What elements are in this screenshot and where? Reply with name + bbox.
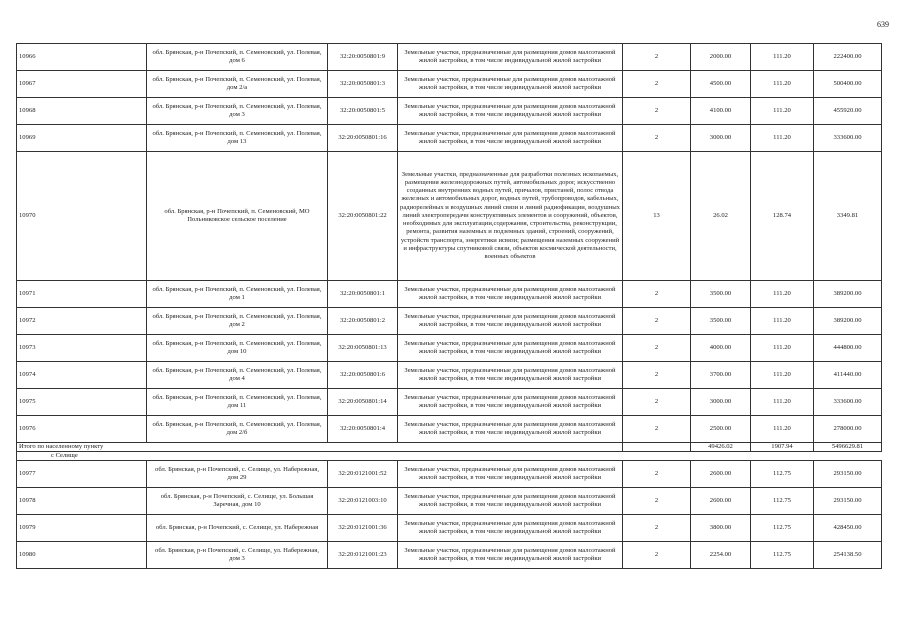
row-count: 2 — [623, 362, 691, 389]
page-number: 639 — [877, 20, 889, 29]
row-cadastral-value: 254138.50 — [814, 542, 882, 569]
row-id: 10978 — [17, 488, 147, 515]
row-cadastral-value: 389200.00 — [814, 308, 882, 335]
table-row — [17, 152, 882, 281]
row-count: 2 — [623, 515, 691, 542]
row-unit-value: 111.20 — [751, 71, 814, 98]
row-address: обл. Брянская, р-н Почепский, п. Семеновский, ул. Полевая, дом 4 — [147, 362, 328, 389]
row-land-use: Земельные участки, предназначенные для размещения домов малоэтажной жилой застройки, в том числе индивидуальной жилой застройки — [398, 71, 623, 98]
section-row — [17, 452, 882, 461]
row-id: 10966 — [17, 44, 147, 71]
row-cadastral-value: 389200.00 — [814, 281, 882, 308]
table-row — [17, 98, 882, 125]
table-row — [17, 515, 882, 542]
row-id: 10973 — [17, 335, 147, 362]
row-area: 3500.00 — [691, 281, 751, 308]
row-id: 10969 — [17, 125, 147, 152]
row-id: 10968 — [17, 98, 147, 125]
row-unit-value: 111.20 — [751, 335, 814, 362]
row-cadastral-value: 333600.00 — [814, 125, 882, 152]
row-land-use: Земельные участки, предназначенные для размещения домов малоэтажной жилой застройки, в том числе индивидуальной жилой застройки — [398, 44, 623, 71]
row-cadastral-number: 32:20:0050801:3 — [328, 71, 398, 98]
row-unit-value: 112.75 — [751, 515, 814, 542]
row-id: 10980 — [17, 542, 147, 569]
table-row — [17, 416, 882, 443]
row-count: 2 — [623, 281, 691, 308]
row-address: обл. Брянская, р-н Почепский, п. Семеновский, МО Польниковское сельское поселение — [147, 152, 328, 281]
row-unit-value: 111.20 — [751, 98, 814, 125]
total-label: Итого по населенному пункту — [17, 443, 623, 452]
table-row — [17, 488, 882, 515]
row-unit-value: 112.75 — [751, 542, 814, 569]
row-cadastral-number: 32:20:0050801:9 — [328, 44, 398, 71]
row-cadastral-value: 293150.00 — [814, 461, 882, 488]
row-count: 2 — [623, 44, 691, 71]
row-area: 3700.00 — [691, 362, 751, 389]
row-count: 2 — [623, 335, 691, 362]
row-address: обл. Брянская, р-н Почепский, с. Селище, ул. Большая Заречная, дом 10 — [147, 488, 328, 515]
table-row — [17, 44, 882, 71]
table-row — [17, 362, 882, 389]
row-count: 2 — [623, 461, 691, 488]
row-address: обл. Брянская, р-н Почепский, п. Семеновский, ул. Полевая, дом 11 — [147, 389, 328, 416]
row-address: обл. Брянская, р-н Почепский, п. Семеновский, ул. Полевая, дом 1 — [147, 281, 328, 308]
row-id: 10971 — [17, 281, 147, 308]
row-unit-value: 111.20 — [751, 416, 814, 443]
table-row — [17, 335, 882, 362]
row-unit-value: 111.20 — [751, 281, 814, 308]
row-cadastral-value: 3349.81 — [814, 152, 882, 281]
row-cadastral-number: 32:20:0121003:10 — [328, 488, 398, 515]
row-cadastral-number: 32:20:0121001:52 — [328, 461, 398, 488]
row-address: обл. Брянская, р-н Почепский, п. Семеновский, ул. Полевая, дом 10 — [147, 335, 328, 362]
row-count: 13 — [623, 152, 691, 281]
row-land-use: Земельные участки, предназначенные для размещения домов малоэтажной жилой застройки, в том числе индивидуальной жилой застройки — [398, 461, 623, 488]
row-id: 10975 — [17, 389, 147, 416]
row-unit-value: 111.20 — [751, 44, 814, 71]
row-land-use: Земельные участки, предназначенные для размещения домов малоэтажной жилой застройки, в том числе индивидуальной жилой застройки — [398, 515, 623, 542]
row-address: обл. Брянская, р-н Почепский, п. Семеновский, ул. Полевая, дом 13 — [147, 125, 328, 152]
row-id: 10976 — [17, 416, 147, 443]
row-area: 4500.00 — [691, 71, 751, 98]
row-unit-value: 111.20 — [751, 308, 814, 335]
row-count: 2 — [623, 71, 691, 98]
row-land-use: Земельные участки, предназначенные для размещения домов малоэтажной жилой застройки, в том числе индивидуальной жилой застройки — [398, 98, 623, 125]
total-count-cell — [623, 443, 691, 452]
row-address: обл. Брянская, р-н Почепский, п. Семеновский, ул. Полевая, дом 6 — [147, 44, 328, 71]
row-count: 2 — [623, 416, 691, 443]
row-cadastral-value: 222400.00 — [814, 44, 882, 71]
row-area: 2600.00 — [691, 488, 751, 515]
row-cadastral-value: 278000.00 — [814, 416, 882, 443]
row-area: 2500.00 — [691, 416, 751, 443]
row-unit-value: 112.75 — [751, 461, 814, 488]
row-address: обл. Брянская, р-н Почепский, п. Семеновский, ул. Полевая, дом 2/а — [147, 71, 328, 98]
row-cadastral-number: 32:20:0050801:22 — [328, 152, 398, 281]
row-cadastral-number: 32:20:0050801:1 — [328, 281, 398, 308]
row-area: 3000.00 — [691, 389, 751, 416]
total-row — [17, 443, 882, 452]
row-land-use: Земельные участки, предназначенные для размещения домов малоэтажной жилой застройки, в том числе индивидуальной жилой застройки — [398, 308, 623, 335]
table-row — [17, 461, 882, 488]
row-unit-value: 111.20 — [751, 389, 814, 416]
row-land-use: Земельные участки, предназначенные для размещения домов малоэтажной жилой застройки, в том числе индивидуальной жилой застройки — [398, 335, 623, 362]
row-cadastral-number: 32:20:0050801:2 — [328, 308, 398, 335]
row-address: обл. Брянская, р-н Почепский, п. Семеновский, ул. Полевая, дом 2/б — [147, 416, 328, 443]
row-address: обл. Брянская, р-н Почепский, п. Семеновский, ул. Полевая, дом 2 — [147, 308, 328, 335]
row-cadastral-number: 32:20:0121001:36 — [328, 515, 398, 542]
row-id: 10970 — [17, 152, 147, 281]
row-land-use: Земельные участки, предназначенные для размещения домов малоэтажной жилой застройки, в том числе индивидуальной жилой застройки — [398, 362, 623, 389]
row-id: 10972 — [17, 308, 147, 335]
row-cadastral-value: 444800.00 — [814, 335, 882, 362]
row-cadastral-value: 411440.00 — [814, 362, 882, 389]
row-cadastral-number: 32:20:0050801:4 — [328, 416, 398, 443]
row-area: 3500.00 — [691, 308, 751, 335]
total-value: 5496629.81 — [814, 443, 882, 452]
table-row — [17, 125, 882, 152]
row-cadastral-number: 32:20:0050801:5 — [328, 98, 398, 125]
row-cadastral-value: 333600.00 — [814, 389, 882, 416]
section-label: с Селище — [17, 452, 882, 461]
row-land-use: Земельные участки, предназначенные для размещения домов малоэтажной жилой застройки, в том числе индивидуальной жилой застройки — [398, 488, 623, 515]
row-area: 2600.00 — [691, 461, 751, 488]
row-address: обл. Брянская, р-н Почепский, с. Селище, ул. Набережная — [147, 515, 328, 542]
table-row — [17, 389, 882, 416]
row-id: 10979 — [17, 515, 147, 542]
row-id: 10967 — [17, 71, 147, 98]
row-area: 26.02 — [691, 152, 751, 281]
table-row — [17, 308, 882, 335]
row-area: 3000.00 — [691, 125, 751, 152]
row-unit-value: 111.20 — [751, 362, 814, 389]
row-area: 2000.00 — [691, 44, 751, 71]
row-area: 3800.00 — [691, 515, 751, 542]
row-count: 2 — [623, 98, 691, 125]
row-unit-value: 112.75 — [751, 488, 814, 515]
row-land-use: Земельные участки, предназначенные для размещения домов малоэтажной жилой застройки, в том числе индивидуальной жилой застройки — [398, 389, 623, 416]
row-land-use: Земельные участки, предназначенные для размещения домов малоэтажной жилой застройки, в том числе индивидуальной жилой застройки — [398, 542, 623, 569]
row-count: 2 — [623, 488, 691, 515]
row-id: 10977 — [17, 461, 147, 488]
total-area: 49426.02 — [691, 443, 751, 452]
row-unit-value: 111.20 — [751, 125, 814, 152]
row-cadastral-value: 500400.00 — [814, 71, 882, 98]
row-cadastral-value: 293150.00 — [814, 488, 882, 515]
table-row — [17, 281, 882, 308]
row-id: 10974 — [17, 362, 147, 389]
table-row — [17, 71, 882, 98]
row-count: 2 — [623, 542, 691, 569]
row-cadastral-number: 32:20:0121001:23 — [328, 542, 398, 569]
row-land-use: Земельные участки, предназначенные для размещения домов малоэтажной жилой застройки, в том числе индивидуальной жилой застройки — [398, 281, 623, 308]
row-land-use: Земельные участки, предназначенные для разработки полезных ископаемых, размещения железнодорожных путей, автомобильных дорог, искусственно созданных внутренних водных путей, причалов, пристаней, полос отвода железных и автомобильных дорог, водных путей, трубопроводов, кабельных, радиорелейных и воздушных линий связи и линий радиофикации, воздушных линий электропередачи конструктивных элементов и сооружений, объектов, необходимых для эксплуатации,содержания, строительства, реконструкции, ремонта, развития наземных и подземных зданий, строений, сооружений, устройств транспорта, энергетики исвязи; размещения наземных сооружений и инфраструктуры спутниковой связи, объектов космической деятельности, военных объектов — [398, 152, 623, 281]
row-count: 2 — [623, 308, 691, 335]
row-cadastral-value: 455920.00 — [814, 98, 882, 125]
row-area: 2254.00 — [691, 542, 751, 569]
row-address: обл. Брянская, р-н Почепский, п. Семеновский, ул. Полевая, дом 3 — [147, 98, 328, 125]
row-unit-value: 128.74 — [751, 152, 814, 281]
row-count: 2 — [623, 125, 691, 152]
row-land-use: Земельные участки, предназначенные для размещения домов малоэтажной жилой застройки, в том числе индивидуальной жилой застройки — [398, 125, 623, 152]
row-cadastral-value: 428450.00 — [814, 515, 882, 542]
cadastral-value-table — [16, 43, 882, 569]
row-area: 4100.00 — [691, 98, 751, 125]
row-address: обл. Брянская, р-н Почепский, с. Селище, ул. Набережная, дом 3 — [147, 542, 328, 569]
row-cadastral-number: 32:20:0050801:14 — [328, 389, 398, 416]
row-count: 2 — [623, 389, 691, 416]
row-cadastral-number: 32:20:0050801:16 — [328, 125, 398, 152]
total-price: 1907.94 — [751, 443, 814, 452]
row-cadastral-number: 32:20:0050801:13 — [328, 335, 398, 362]
table-row — [17, 542, 882, 569]
row-land-use: Земельные участки, предназначенные для размещения домов малоэтажной жилой застройки, в том числе индивидуальной жилой застройки — [398, 416, 623, 443]
row-area: 4000.00 — [691, 335, 751, 362]
row-address: обл. Брянская, р-н Почепский, с. Селище, ул. Набережная, дом 29 — [147, 461, 328, 488]
row-cadastral-number: 32:20:0050801:6 — [328, 362, 398, 389]
